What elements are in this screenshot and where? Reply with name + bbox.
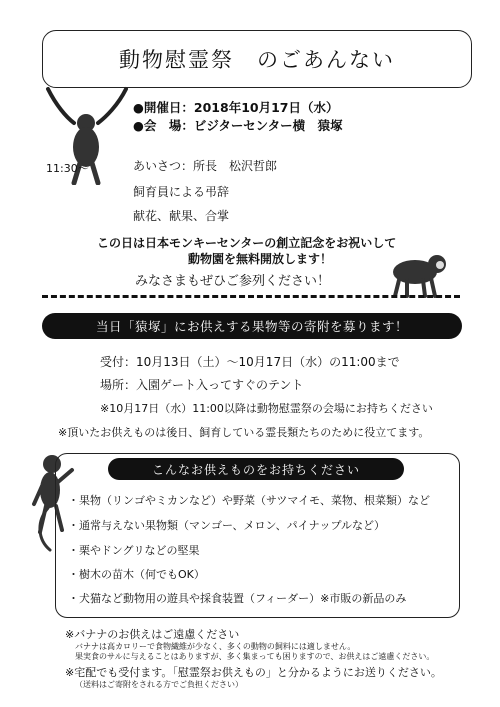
delivery-notice: ※宅配でも受付ます。「慰霊祭お供えもの」と分かるようにお送りください。 xyxy=(65,666,442,679)
program-greeting: あいさつ：所長 松沢哲郎 xyxy=(133,159,278,173)
offering-item: ・通常与えない果物類（マンゴー、メロン、パイナップルなど） xyxy=(68,519,386,532)
offering-item: ・犬猫など動物用の遊具や採食装置（フィーダー）※市販の新品のみ xyxy=(68,592,407,605)
banana-detail-2: 果実食のサルに与えることはありますが、多く集まっても困りますので、お供えはご遠慮ください。 xyxy=(75,652,435,661)
title-box xyxy=(42,30,472,88)
after-hours-note: ※10月17日（水）11:00以降は動物慰霊祭の会場にお持ちください xyxy=(100,402,433,415)
usage-note: ※頂いたお供えものは後日、飼育している霊長類たちのために役立てます。 xyxy=(58,426,430,439)
offering-item: ・栗やドングリなどの堅果 xyxy=(68,544,200,557)
event-time: 11:30～ xyxy=(46,162,89,175)
program-offering: 献花、献果、合掌 xyxy=(133,209,230,223)
section-divider xyxy=(42,295,460,298)
notice-line-1: この日は日本モンキーセンターの創立記念をお祝いして xyxy=(97,236,397,250)
offerings-heading xyxy=(108,458,404,480)
event-date: ●開催日：2018年10月17日（水） xyxy=(133,100,339,115)
program-eulogy: 飼育員による弔辞 xyxy=(133,185,230,199)
offerings-heading-text: こんなお供えものをお持ちください xyxy=(151,462,360,477)
banana-detail-1: バナナは高カロリーで食物繊維が少なく、多くの動物の飼料には適しません。 xyxy=(75,642,356,651)
notice-line-2: 動物園を無料開放します！ xyxy=(188,252,333,266)
donation-banner xyxy=(42,313,462,339)
offering-item: ・果物（リンゴやミカンなど）や野菜（サツマイモ、菜物、根菜類）など xyxy=(68,494,431,507)
delivery-detail: （送料はご寄附をされる方でご負担ください） xyxy=(75,680,243,689)
donation-banner-text: 当日「猿塚」にお供えする果物等の寄附を募ります！ xyxy=(95,319,408,334)
banana-notice: ※バナナのお供えはご遠慮ください xyxy=(65,628,240,641)
reception-period: 受付：10月13日（土）～10月17日（水）の11:00まで xyxy=(100,355,400,369)
notice-line-3: みなさまもぜひご参列ください！ xyxy=(135,274,331,289)
offering-item: ・樹木の苗木（何でもOK） xyxy=(68,568,205,581)
event-place: ●会 場：ビジターセンター横 猿塚 xyxy=(133,118,343,133)
page-title: 動物慰霊祭 のごあんない xyxy=(119,48,395,72)
reception-location: 場所：入園ゲート入ってすぐのテント xyxy=(100,378,304,392)
walking-monkey-illustration xyxy=(385,250,450,298)
